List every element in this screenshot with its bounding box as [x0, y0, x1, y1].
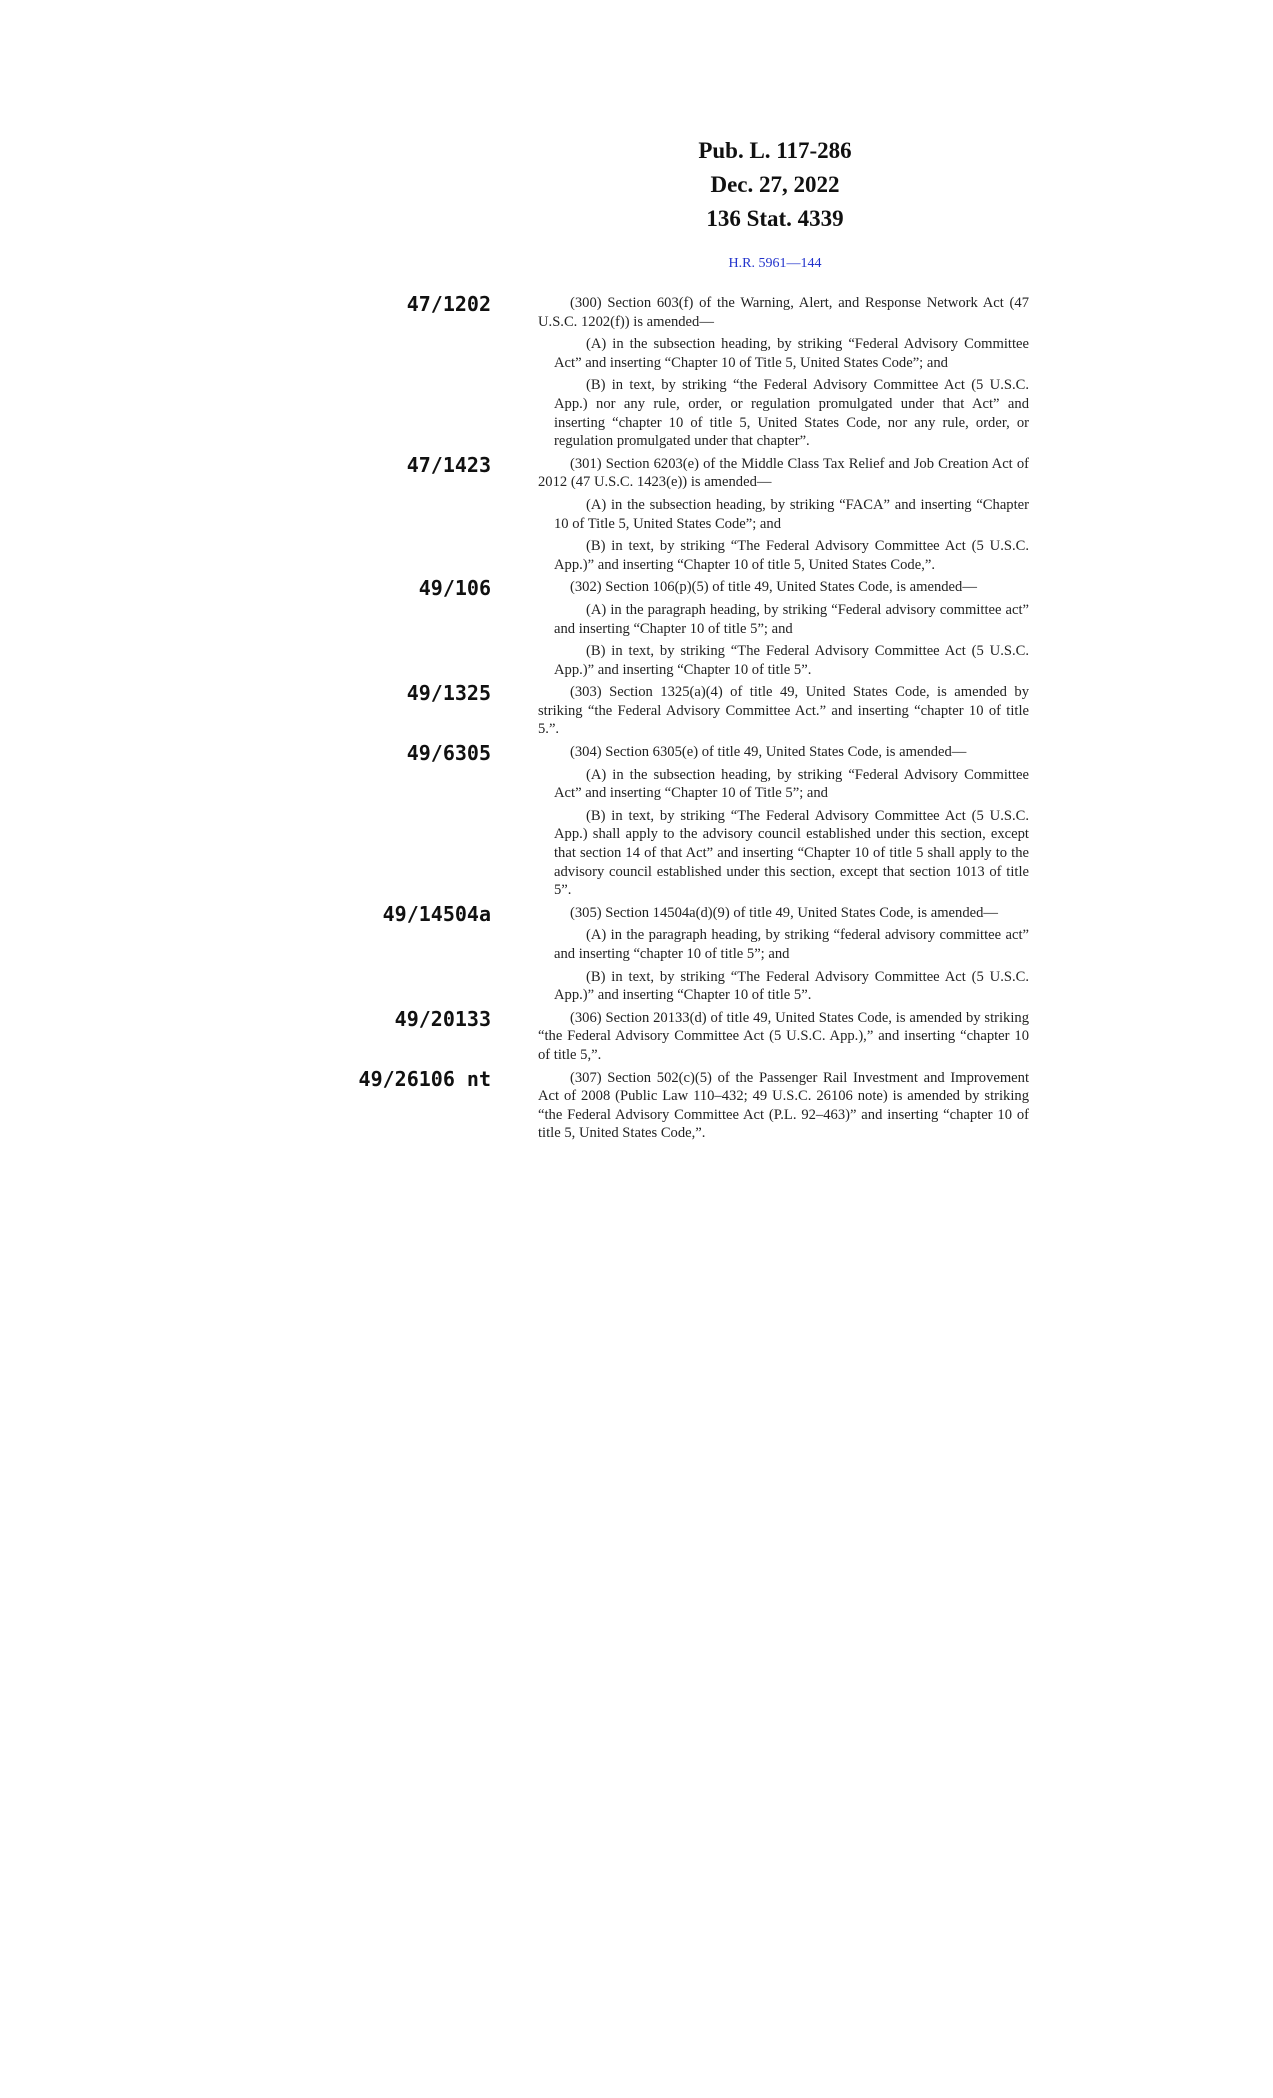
margin-citation: 47/1423	[406, 452, 491, 477]
section-entry	[0, 578, 1273, 679]
margin-citation: 49/106	[418, 576, 491, 601]
subparagraph: (A) in the subsection heading, by striking “Federal Advisory Committee Act” and inserting “Chapter 10 of Title 5, United States Code”; and	[554, 336, 1029, 371]
section-paragraph: (306) Section 20133(d) of title 49, United States Code, is amended by striking “the Federal Advisory Committee Act (5 U.S.C. App.),” and inserting “chapter 10 of title 5,”.	[538, 1009, 1029, 1063]
margin-citation: 47/1202	[406, 292, 491, 316]
section-paragraph: (303) Section 1325(a)(4) of title 49, United States Code, is amended by striking “the Federal Advisory Committee Act.” and inserting “chapter 10 of title 5.”.	[538, 684, 1029, 738]
section-paragraph: (301) Section 6203(e) of the Middle Class Tax Relief and Job Creation Act of 2012 (47 U.S.C. 1423(e)) is amended—	[538, 455, 1029, 491]
section-entry	[0, 1006, 1273, 1065]
margin-citation: 49/20133	[394, 1006, 491, 1031]
margin-citation: 49/14504a	[382, 901, 491, 926]
bill-reference-link[interactable]: H.R. 5961—144	[728, 256, 822, 271]
subparagraph: (B) in text, by striking “The Federal Advisory Committee Act (5 U.S.C. App.)” and inserting “Chapter 10 of title 5”.	[554, 968, 1029, 1004]
subparagraph: (A) in the subsection heading, by striking “Federal Advisory Committee Act” and inserting “Chapter 10 of Title 5”; and	[554, 766, 1029, 802]
subparagraph: (A) in the paragraph heading, by striking “federal advisory committee act” and inserting “chapter 10 of title 5”; and	[554, 927, 1029, 962]
section-paragraph: (307) Section 502(c)(5) of the Passenger Rail Investment and Improvement Act of 2008 (Public Law 110–432; 49 U.S.C. 26106 note) is amended by striking “the Federal Advisory Committee Act (P.L. 92–463)” and inserting “chapter 10 of title 5, United States Code,”.	[538, 1069, 1029, 1142]
margin-citation: 49/1325	[406, 681, 491, 706]
section-entry	[0, 294, 1273, 451]
subparagraph: (A) in the paragraph heading, by striking “Federal advisory committee act” and inserting “Chapter 10 of title 5”; and	[554, 601, 1029, 637]
section-paragraph: (305) Section 14504a(d)(9) of title 49, United States Code, is amended—	[570, 904, 998, 921]
subparagraph: (B) in text, by striking “the Federal Advisory Committee Act (5 U.S.C. App.) nor any rule, order, or regulation promulgated under that Act” and inserting “chapter 10 of title 5, United States Code, nor any rule, order, or regulation promulgated under that chapter”.	[554, 377, 1029, 450]
section-entry	[0, 683, 1273, 739]
enactment-date: Dec. 27, 2022	[710, 172, 840, 197]
margin-citation: 49/6305	[406, 741, 491, 766]
subparagraph: (B) in text, by striking “The Federal Advisory Committee Act (5 U.S.C. App.) shall apply to the advisory council established under this section, except that section 14 of that Act” and inserting “Chapter 10 of title 5 shall apply to the advisory council established under this section, except that section 1013 of title 5”.	[554, 807, 1029, 899]
public-law-number: Pub. L. 117-286	[698, 138, 852, 163]
document-body	[0, 294, 1273, 1143]
subparagraph: (B) in text, by striking “The Federal Advisory Committee Act (5 U.S.C. App.)” and inserting “Chapter 10 of title 5, United States Code,”.	[554, 538, 1029, 573]
statute-citation: 136 Stat. 4339	[706, 206, 844, 231]
section-paragraph: (302) Section 106(p)(5) of title 49, United States Code, is amended—	[570, 579, 977, 596]
section-entry	[0, 901, 1273, 1005]
section-paragraph: (300) Section 603(f) of the Warning, Alert, and Response Network Act (47 U.S.C. 1202(f)) is amended—	[538, 295, 1029, 330]
section-entry	[0, 1066, 1273, 1143]
subparagraph: (B) in text, by striking “The Federal Advisory Committee Act (5 U.S.C. App.)” and inserting “Chapter 10 of title 5”.	[554, 643, 1029, 678]
section-paragraph: (304) Section 6305(e) of title 49, United States Code, is amended—	[570, 744, 967, 761]
subparagraph: (A) in the subsection heading, by striking “FACA” and inserting “Chapter 10 of Title 5, United States Code”; and	[554, 496, 1029, 532]
section-entry	[0, 452, 1273, 575]
margin-citation: 49/26106 nt	[358, 1066, 491, 1091]
section-entry	[0, 743, 1273, 900]
